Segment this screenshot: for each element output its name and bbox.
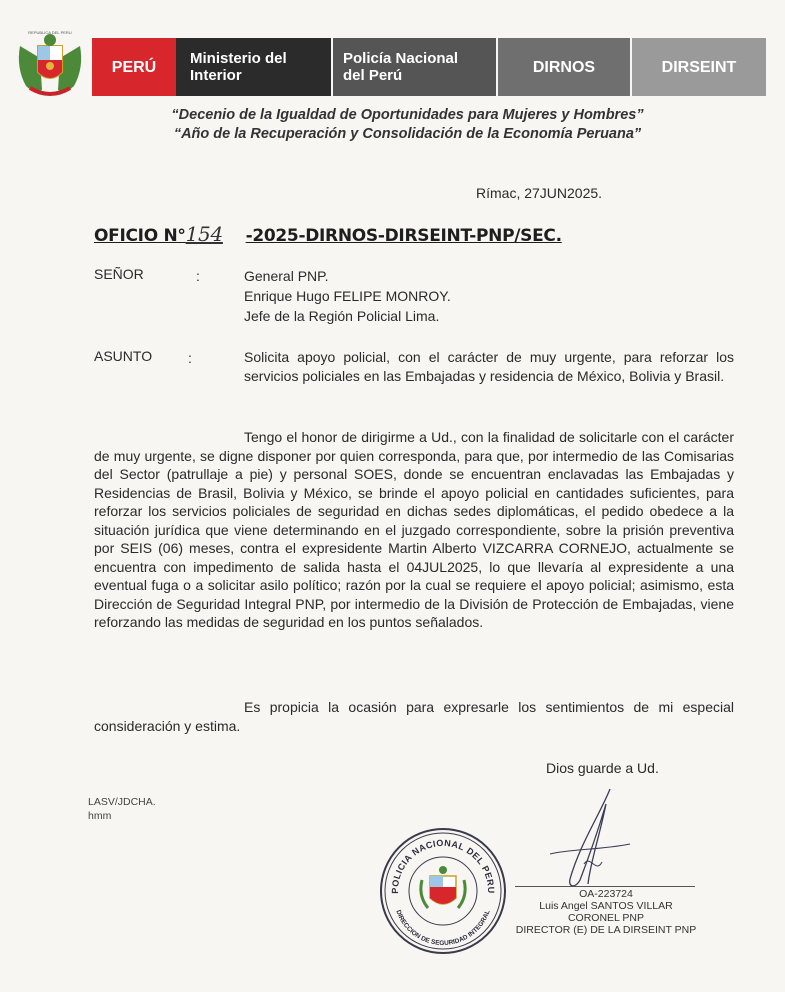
body-paragraph-1: Tengo el honor de dirigirme a Ud., con la finalidad de solicitarle con el carácter de muy urgente, se digne disponer por quien corresponda, para que, por intermedio de las Comisarias del Sector (patrullaje a pie) y personal SOES, donde se encuentran enclavadas las Embajadas y Residencias de Brasil, Bolivia y México, se brinde el apoyo policial en cantidades suficientes, para reforzar los servicios policiales de seguridad en dichas sedes diplomáticas, el pedido obedece a la situación jurídica que viene determinando en el juzgado correspondiente, sobre la prisión preventiva por SEIS (06) meses, contra el expresidente Martin Alberto VIZCARRA CORNEJO, actualmente se encuentra con impedimento de salida hasta el 04JUL2025, lo que llevaría al expresidente a una eventual fuga o a solicitar asilo político; razón por la cual se requiere el apoyo policial; asimismo, esta Dirección de Seguridad Integral PNP, por intermedio de la División de Protección de Embajadas, viene reforzando las medidas de seguridad en los puntos señalados. <box>94 429 734 630</box>
year-slogans <box>0 106 785 144</box>
slogan-line-1: “Decenio de la Igualdad de Oportunidades para Mujeres y Hombres” <box>171 107 644 123</box>
peru-coat-of-arms-icon <box>12 28 88 100</box>
asunto-text: Solicita apoyo policial, con el carácter de muy urgente, para reforzar los servicios policiales en las Embajadas y residencia de México, Bolivia y Brasil. <box>244 349 734 384</box>
addressee-line-2: Enrique Hugo FELIPE MONROY. <box>244 288 451 304</box>
header-policia: Policía Nacional del Perú <box>333 38 496 96</box>
senor-colon: : <box>196 268 200 284</box>
oficio-number <box>94 222 562 246</box>
addressee-line-3: Jefe de la Región Policial Lima. <box>244 308 440 324</box>
addressee <box>244 266 451 326</box>
handwritten-signature-icon <box>540 784 660 894</box>
oficio-prefix: OFICIO N° <box>94 226 186 246</box>
asunto-label: ASUNTO <box>94 348 153 364</box>
closing-salutation: Dios guarde a Ud. <box>546 760 659 776</box>
signature-block <box>486 888 726 936</box>
place-date: Rímac, 27JUN2025. <box>476 185 603 201</box>
signatory-position: DIRECTOR (E) DE LA DIRSEINT PNP <box>515 924 697 936</box>
reference-initials: LASV/JDCHA. hmm <box>88 796 156 822</box>
asunto-colon: : <box>188 350 192 366</box>
body-paragraph-2: Es propicia la ocasión para expresarle los sentimientos de mi especial consideración y estima. <box>94 699 734 734</box>
oficio-suffix: -2025-DIRNOS-DIRSEINT-PNP/SEC. <box>245 226 562 246</box>
addressee-line-1: General PNP. <box>244 268 329 284</box>
signatory-code: OA-223724 <box>579 888 633 900</box>
svg-text:DIRECCION DE SEGURIDAD INTEGRA: DIRECCION DE SEGURIDAD INTEGRAL <box>394 909 492 948</box>
signatory-name: Luis Angel SANTOS VILLAR <box>539 900 673 912</box>
svg-text:REPUBLICA DEL PERU: REPUBLICA DEL PERU <box>28 30 72 35</box>
header-dirnos: DIRNOS <box>498 38 630 96</box>
header-ministerio: Ministerio del Interior <box>176 38 331 96</box>
senor-label: SEÑOR <box>94 266 144 282</box>
signatory-rank: CORONEL PNP <box>567 912 645 924</box>
slogan-line-2: “Año de la Recuperación y Consolidación de la Economía Peruana” <box>173 126 642 142</box>
header-dirseint: DIRSEINT <box>632 38 766 96</box>
header-peru: PERÚ <box>92 38 176 96</box>
signature-line <box>515 886 695 887</box>
institutional-header <box>92 38 766 96</box>
oficio-handwritten-number: 154 <box>185 222 223 246</box>
svg-text:POLICIA NACIONAL DEL PERU: POLICIA NACIONAL DEL PERU <box>389 837 497 894</box>
